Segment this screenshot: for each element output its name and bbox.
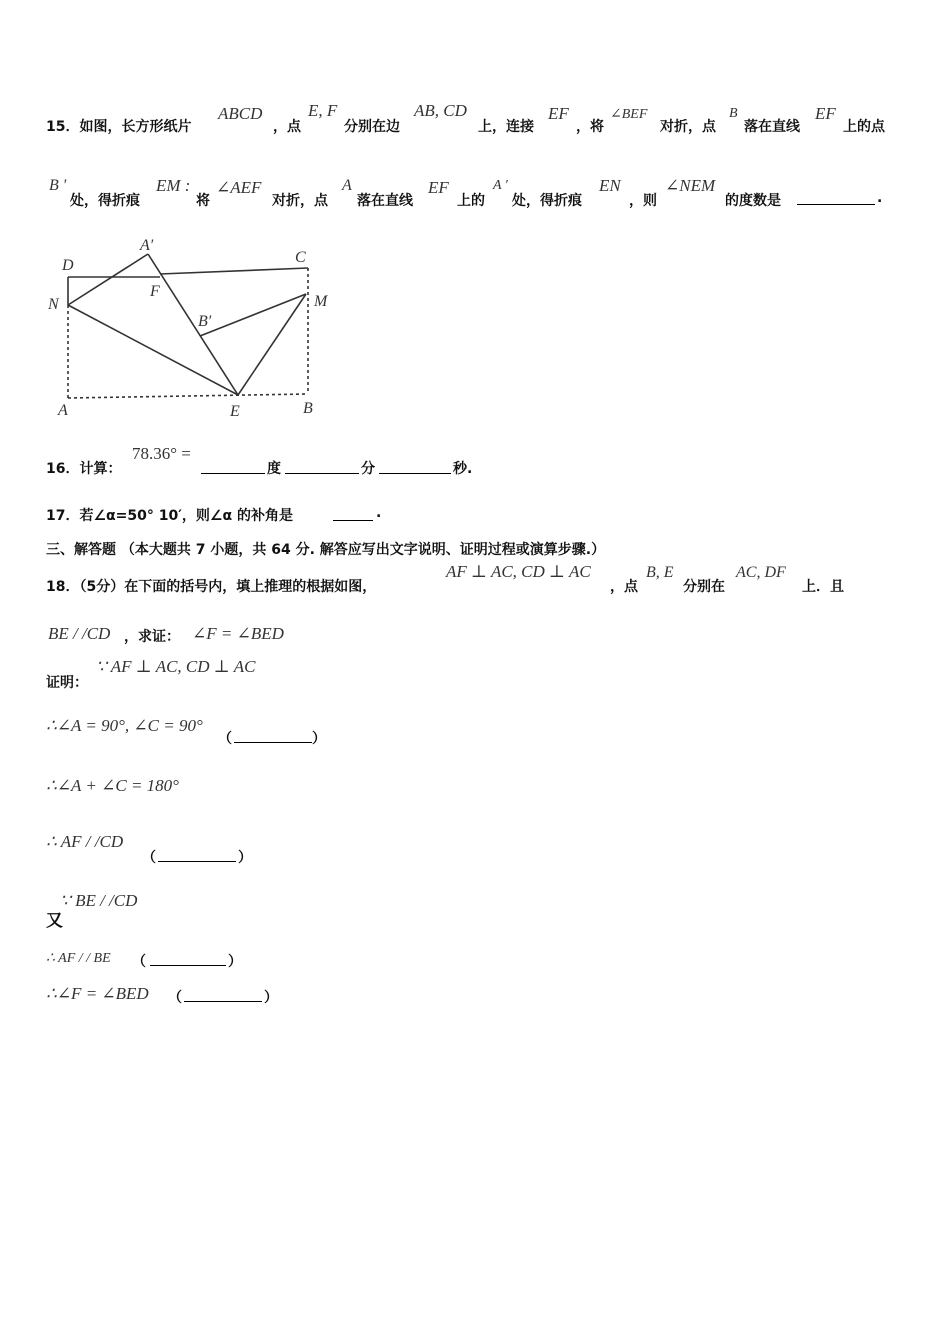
q18-you: 又 [46,911,63,931]
q15-angle-bef: ∠BEF [610,107,648,122]
q15-text: 处，得折痕 [512,193,582,209]
q15-ef: EF [548,104,569,123]
q16-unit-minute: 分 [361,461,375,477]
q15-rect-label: ABCD [218,104,263,123]
paren: （ [142,850,156,866]
q15-point-b: B [729,106,738,121]
q18-step-5 [46,984,326,1008]
q15-figure [40,230,350,430]
q15-text: 落在直线 [744,119,800,135]
q18-proof-because-1: ∵ AF ⊥ AC, CD ⊥ AC [96,657,256,676]
q15-em: EM : [156,176,191,195]
q15-text: 上的点 [843,119,885,135]
q16-blank-second [379,461,451,474]
section-3-heading: 三、解答题 （本大题共 7 小题，共 64 分. 解答应写出文字说明、证明过程或演算步骤.） [46,542,606,558]
q15-ef: EF [428,178,449,197]
q17-end: . [376,505,382,521]
segment-fc [160,268,308,274]
q16-blank-minute [285,461,359,474]
q18-blank-1 [234,730,312,743]
segment-ae [148,254,238,395]
segment-me [238,294,306,395]
label-d: D [62,257,74,274]
q18-step-2: ∴∠A + ∠C = 180° [46,776,179,795]
q18-step-5-math: ∴∠F = ∠BED [46,984,149,1003]
segment-bm [200,294,306,336]
q18-condition: AF ⊥ AC, CD ⊥ AC [446,562,591,581]
q18-line1 [46,562,906,598]
q18-step-1 [46,716,366,746]
label-n: N [48,296,59,313]
q18-blank-2 [158,849,236,862]
q16-expression: 78.36° = [132,444,191,463]
q18-because-2: ∵ BE / /CD [60,891,138,910]
q17-answer-blank [333,508,373,521]
q15-en: EN [599,176,621,195]
q18-text: 分别在 [683,579,725,595]
paren: ） [264,990,278,1006]
q18-step-4 [46,950,306,974]
label-m: M [314,293,328,310]
q18-text: 上．且 [802,579,844,595]
q15-text: 对折，点 [272,193,328,209]
q16 [46,444,506,478]
q15-angle-aef: ∠AEF [216,178,262,197]
q15-ef: EF [815,104,836,123]
paren: ） [228,954,242,970]
q18-points: B, E [646,564,674,581]
q18-step-1-math: ∴∠A = 90°, ∠C = 90° [46,716,203,735]
q18-step-4-math: ∴ AF / / BE [46,951,111,966]
q18-blank-4 [184,989,262,1002]
segment-ne [68,305,238,395]
q15-text: ，点 [273,119,301,135]
q15-point-a: A [342,177,352,194]
q15-edges: AB, CD [414,101,467,120]
q17 [46,505,466,527]
paren: ） [238,850,252,866]
q15-text: 上的 [457,193,485,209]
q15-line2 [46,176,906,216]
paren: （ [132,954,146,970]
q15-text: 将 [196,193,210,209]
q16-number: 16．计算： [46,461,122,477]
q18-step-3 [46,832,306,866]
q15-text: ，则 [629,193,657,209]
label-e: E [230,403,240,420]
q16-unit-second: 秒. [453,461,473,477]
paren: ） [312,731,326,747]
q15-text: 的度数是 [725,193,781,209]
q18-proof-label: 证明： [46,675,88,691]
q18-text: ，点 [610,579,638,595]
q15-a-prime: A ′ [493,178,508,193]
dashed-ab [68,394,308,398]
label-f: F [150,283,160,300]
q15-text: 处，得折痕 [70,193,140,209]
q18-segments: AC, DF [736,564,786,581]
paren: （ [218,731,232,747]
label-a: A [58,402,68,419]
label-b-prime: B′ [198,313,212,330]
q18-line2 [46,624,446,648]
q15-text: 对折，点 [660,119,716,135]
label-b: B [303,400,313,417]
q18-number: 18．（5分）在下面的括号内，填上推理的根据如图， [46,579,377,595]
q15-text: 落在直线 [357,193,413,209]
q18-blank-3 [150,953,226,966]
q15-b-prime: B ' [49,177,67,194]
q16-blank-degree [201,461,265,474]
q18-text: ，求证： [124,629,180,645]
q18-step-3-math: ∴ AF / /CD [46,832,124,851]
segment-na [68,254,148,305]
q15-text: 上，连接 [478,119,534,135]
q15-text: . [877,190,883,206]
q17-text: 17．若∠α=50° 10′，则∠α 的补角是 [46,508,293,524]
q15-text: ，将 [576,119,604,135]
label-a-prime: A′ [140,237,154,254]
q18-given: BE / /CD [48,624,111,643]
q15-answer-blank [797,192,875,205]
paren: （ [168,990,182,1006]
q15-angle-nem: ∠NEM [665,176,716,195]
q15-number: 15．如图，长方形纸片 [46,119,192,135]
q15-points-ef: E, F [308,101,338,120]
q15-line1 [46,101,906,144]
q18-goal: ∠F = ∠BED [192,624,284,643]
q15-text: 分别在边 [344,119,400,135]
label-c: C [295,249,306,266]
q16-unit-degree: 度 [267,461,281,477]
